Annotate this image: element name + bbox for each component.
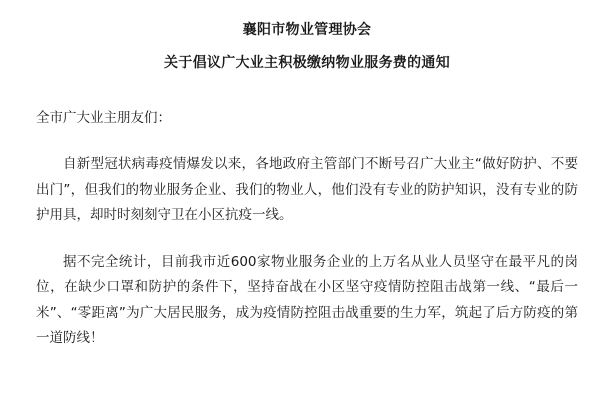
greeting-line: 全市广大业主朋友们：	[36, 110, 171, 126]
notice-title: 关于倡议广大业主积极缴纳物业服务费的通知	[164, 55, 450, 71]
body-paragraph-1: 自新型冠状病毒疫情爆发以来，各地政府主管部门不断号召广大业主“做好防护、不要出门”，但我们的物业服务企业、我们的物业人，他们没有专业的防护知识，没有专业的防护用具，却时时刻刻守卫在小区抗疫一线。	[36, 156, 578, 223]
organization-heading: 襄阳市物业管理协会	[242, 22, 372, 38]
body-paragraph-2: 据不完全统计，目前我市近600家物业服务企业的上万名从业人员坚守在最平凡的岗位，在缺少口罩和防护的条件下，坚持奋战在小区坚守疫情防控阻击战第一线、“最后一米”、“零距离”为广大居民服务，成为疫情防控阻击战重要的生力军，筑起了后方防疫的第一道防线！	[36, 253, 578, 346]
